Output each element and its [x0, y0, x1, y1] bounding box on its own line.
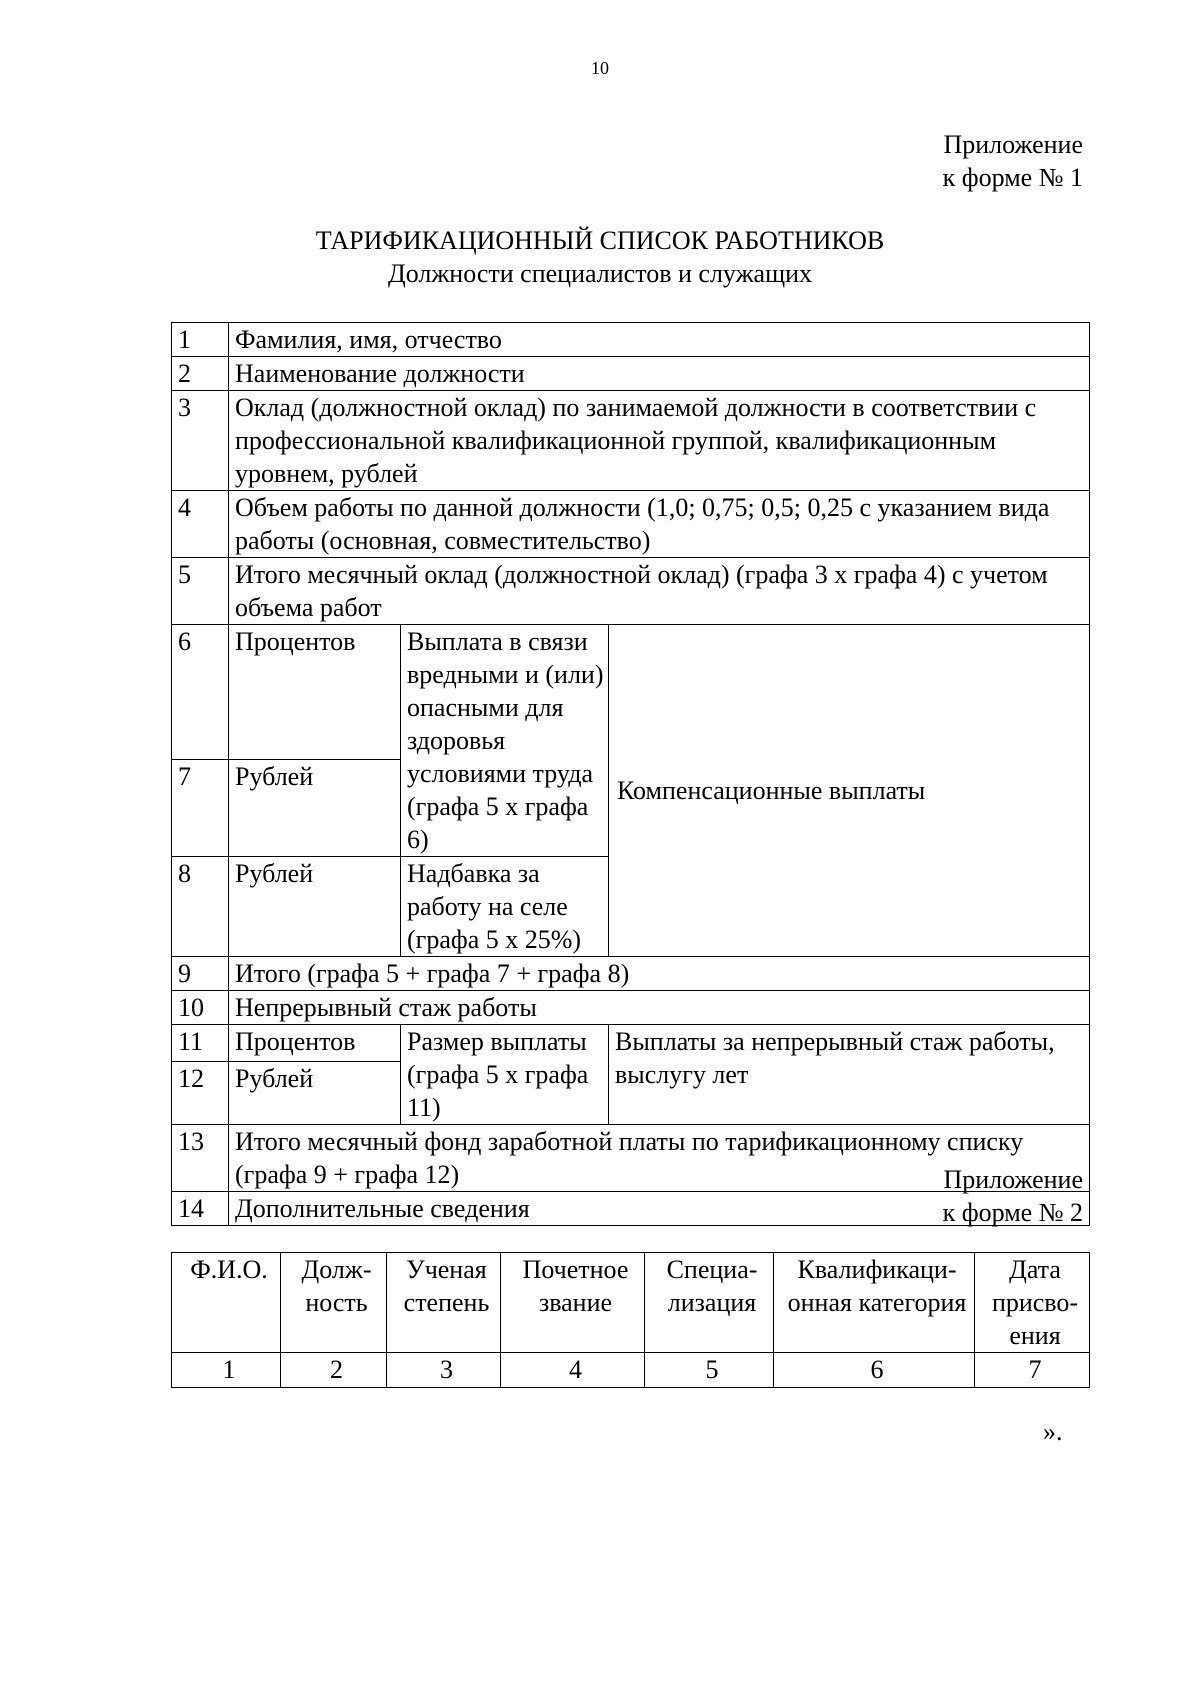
document-title	[0, 224, 1200, 290]
appendix-line1: Приложение	[943, 1165, 1083, 1194]
row-number: 8	[172, 857, 229, 957]
appendix-note-form2	[943, 1163, 1083, 1229]
rural-work-bonus: Надбавка за работу на селе (графа 5 х 25%)	[401, 857, 609, 957]
row-number: 12	[172, 1062, 229, 1125]
column-numbers-row	[172, 1353, 1090, 1388]
table-row	[172, 957, 1090, 991]
table-row	[172, 1025, 1090, 1062]
column-header: Ф.И.О.	[172, 1253, 281, 1353]
row-number: 13	[172, 1125, 229, 1192]
row-number: 7	[172, 760, 229, 857]
column-number: 2	[281, 1353, 387, 1388]
row-label: Рублей	[229, 857, 401, 957]
row-number: 10	[172, 991, 229, 1025]
column-header: Дата присво-ения	[975, 1253, 1090, 1353]
table-row	[172, 391, 1090, 491]
row-number: 1	[172, 323, 229, 357]
row-text: Наименование должности	[229, 357, 1090, 391]
appendix-note-form1	[943, 128, 1083, 194]
qualification-table	[171, 1252, 1090, 1388]
column-header: Долж-ность	[281, 1253, 387, 1353]
title-sub: Должности специалистов и служащих	[387, 259, 813, 288]
column-number: 6	[774, 1353, 975, 1388]
row-number: 9	[172, 957, 229, 991]
row-text: Дополнительные сведения	[229, 1192, 1090, 1226]
row-number: 14	[172, 1192, 229, 1226]
row-text: Непрерывный стаж работы	[229, 991, 1090, 1025]
row-text: Итого месячный фонд заработной платы по тарификационному списку (графа 9 + графа 12)	[229, 1125, 1090, 1192]
column-number: 5	[645, 1353, 774, 1388]
appendix-line1: Приложение	[943, 130, 1083, 159]
title-main: ТАРИФИКАЦИОННЫЙ СПИСОК РАБОТНИКОВ	[315, 226, 885, 255]
row-label: Процентов	[229, 1025, 401, 1062]
column-number: 7	[975, 1353, 1090, 1388]
table-row	[172, 491, 1090, 558]
payment-size: Размер выплаты (графа 5 х графа 11)	[401, 1025, 609, 1125]
row-label: Рублей	[229, 1062, 401, 1125]
row-text: Итого (графа 5 + графа 7 + графа 8)	[229, 957, 1090, 991]
appendix-line2: к форме № 2	[942, 1198, 1083, 1227]
column-header: Специа-лизация	[645, 1253, 774, 1353]
closing-quote: ».	[1043, 1417, 1063, 1446]
table-row	[172, 625, 1090, 760]
appendix-line2: к форме № 1	[942, 163, 1083, 192]
table-row	[172, 357, 1090, 391]
row-text: Итого месячный оклад (должностной оклад) (графа 3 х графа 4) с учетом объема работ	[229, 558, 1090, 625]
row-number: 6	[172, 625, 229, 760]
page-number: 10	[591, 58, 609, 78]
compensation-payments: Компенсационные выплаты	[609, 625, 1090, 957]
row-number: 2	[172, 357, 229, 391]
row-number: 3	[172, 391, 229, 491]
table-row	[172, 323, 1090, 357]
row-label: Процентов	[229, 625, 401, 760]
row-text: Фамилия, имя, отчество	[229, 323, 1090, 357]
table-row	[172, 558, 1090, 625]
column-header: Квалификаци-онная категория	[774, 1253, 975, 1353]
table-row	[172, 991, 1090, 1025]
column-number: 3	[387, 1353, 501, 1388]
column-number: 1	[172, 1353, 281, 1388]
column-header: Почетное звание	[501, 1253, 645, 1353]
harmful-conditions-payment: Выплата в связи вредными и (или) опасными для здоровья условиями труда (графа 5 х графа 6)	[401, 625, 609, 857]
tenure-payments: Выплаты за непрерывный стаж работы, выслугу лет	[609, 1025, 1090, 1125]
row-number: 4	[172, 491, 229, 558]
row-number: 5	[172, 558, 229, 625]
row-number: 11	[172, 1025, 229, 1062]
column-number: 4	[501, 1353, 645, 1388]
row-label: Рублей	[229, 760, 401, 857]
row-text: Оклад (должностной оклад) по занимаемой должности в соответствии с профессиональной квалификационной группой, квалификационным уровнем, рублей	[229, 391, 1090, 491]
tariff-list-table	[171, 322, 1090, 1226]
row-text: Объем работы по данной должности (1,0; 0,75; 0,5; 0,25 с указанием вида работы (основная, совместительство)	[229, 491, 1090, 558]
header-row	[172, 1253, 1090, 1353]
column-header: Ученая степень	[387, 1253, 501, 1353]
